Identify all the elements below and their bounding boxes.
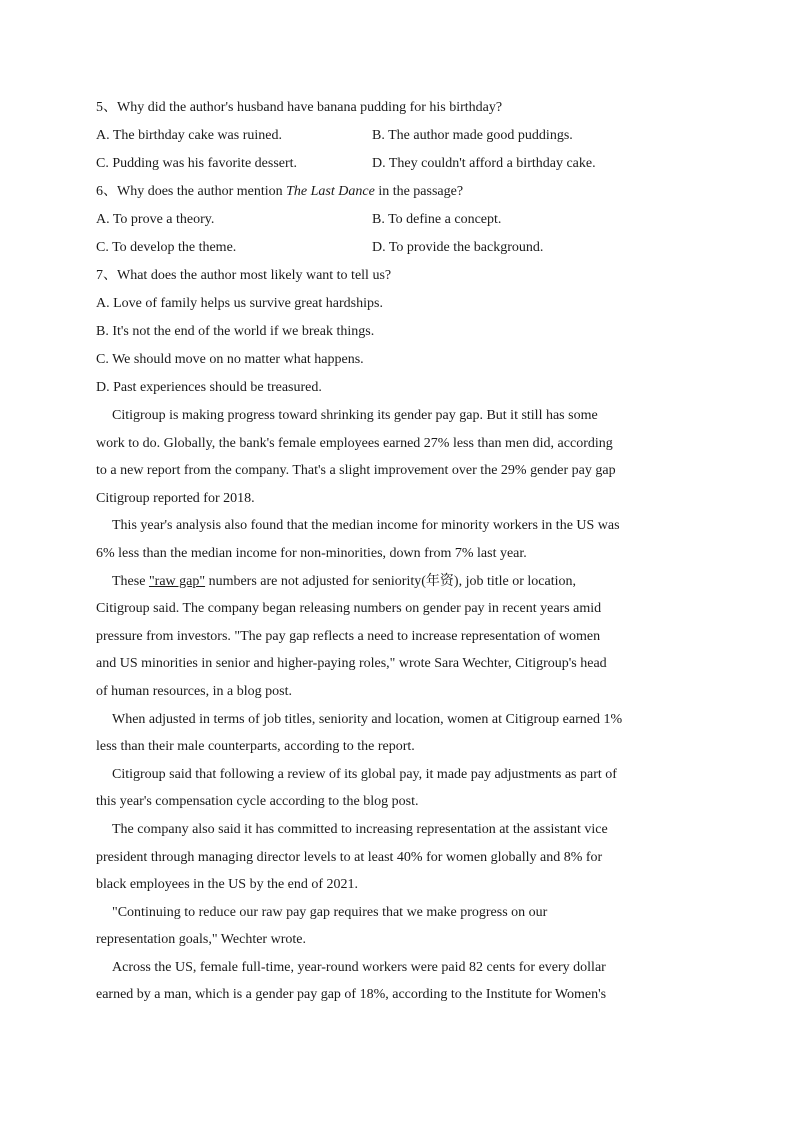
passage-line: less than their male counterparts, according to the report. (96, 739, 415, 755)
passage-line: When adjusted in terms of job titles, seniority and location, women at Citigroup earned 1% (112, 711, 623, 727)
passage-line: This year's analysis also found that the median income for minority workers in the US was (112, 518, 620, 534)
document-page (96, 94, 706, 1009)
raw-gap-underlined: "raw gap" (148, 573, 206, 589)
passage-line: and US minorities in senior and higher-paying roles," wrote Sara Wechter, Citigroup's head (96, 656, 607, 672)
option-a: A. Love of family helps us survive great hardships. (96, 296, 383, 311)
question-5-options-row-1 (96, 122, 706, 150)
passage-line: Across the US, female full-time, year-round workers were paid 82 cents for every dollar (112, 959, 606, 975)
question-7-stem: 7、What does the author most likely want to tell us? (96, 268, 392, 283)
option-c: C. Pudding was his favorite dessert. (96, 156, 298, 171)
question-6-stem-post: in the passage? (374, 184, 464, 199)
question-5-options-row-2 (96, 150, 706, 178)
option-d: D. They couldn't afford a birthday cake. (372, 156, 596, 171)
passage-line (96, 568, 706, 596)
passage-line: this year's compensation cycle according to the blog post. (96, 794, 419, 810)
passage-line: Citigroup reported for 2018. (96, 490, 255, 506)
passage-paragraph-1 (96, 402, 706, 512)
passage-paragraph-3 (96, 568, 706, 706)
passage-line: 6% less than the median income for non-minorities, down from 7% last year. (96, 545, 527, 561)
option-b: B. It's not the end of the world if we break things. (96, 324, 375, 339)
passage-line: representation goals," Wechter wrote. (96, 932, 306, 948)
passage-line: The company also said it has committed to increasing representation at the assistant vice (112, 821, 608, 837)
question-5-stem: 5、Why did the author's husband have banana pudding for his birthday? (96, 100, 503, 115)
passage-line: pressure from investors. "The pay gap reflects a need to increase representation of women (96, 628, 601, 644)
passage-paragraph-2 (96, 512, 706, 567)
question-6-stem-pre: 6、Why does the author mention (96, 184, 287, 199)
passage-paragraph-5 (96, 761, 706, 816)
passage-line: work to do. Globally, the bank's female employees earned 27% less than men did, according (96, 435, 613, 451)
option-c: C. To develop the theme. (96, 240, 237, 255)
passage-line: of human resources, in a blog post. (96, 683, 292, 699)
passage-text: numbers are not adjusted for seniority(年资), job title or location, (205, 573, 576, 589)
passage-line: earned by a man, which is a gender pay gap of 18%, according to the Institute for Women's (96, 987, 607, 1003)
passage-paragraph-4 (96, 706, 706, 761)
question-6-options-row-2 (96, 234, 706, 262)
passage-paragraph-8 (96, 954, 706, 1009)
option-a: A. The birthday cake was ruined. (96, 128, 282, 143)
passage-line: to a new report from the company. That's a slight improvement over the 29% gender pay gap (96, 463, 616, 479)
option-d: D. Past experiences should be treasured. (96, 380, 322, 395)
passage-line: president through managing director levels to at least 40% for women globally and 8% for (96, 849, 603, 865)
passage-line: Citigroup said that following a review of its global pay, it made pay adjustments as part of (112, 766, 617, 782)
passage-line: "Continuing to reduce our raw pay gap requires that we make progress on our (112, 904, 548, 920)
passage-paragraph-7 (96, 899, 706, 954)
passage-paragraph-6 (96, 816, 706, 899)
passage-text: These (112, 573, 149, 589)
passage-line: Citigroup is making progress toward shrinking its gender pay gap. But it still has some (112, 408, 598, 423)
option-c: C. We should move on no matter what happens. (96, 352, 364, 367)
option-a: A. To prove a theory. (96, 212, 215, 227)
passage-line: black employees in the US by the end of 2021. (96, 877, 359, 893)
question-6-title: The Last Dance (286, 184, 375, 199)
question-6-options-row-1 (96, 206, 706, 234)
option-b: B. To define a concept. (372, 212, 502, 227)
passage-line: Citigroup said. The company began releasing numbers on gender pay in recent years amid (96, 601, 602, 617)
option-d: D. To provide the background. (372, 240, 544, 255)
question-6-stem (96, 178, 706, 206)
option-b: B. The author made good puddings. (372, 128, 573, 143)
